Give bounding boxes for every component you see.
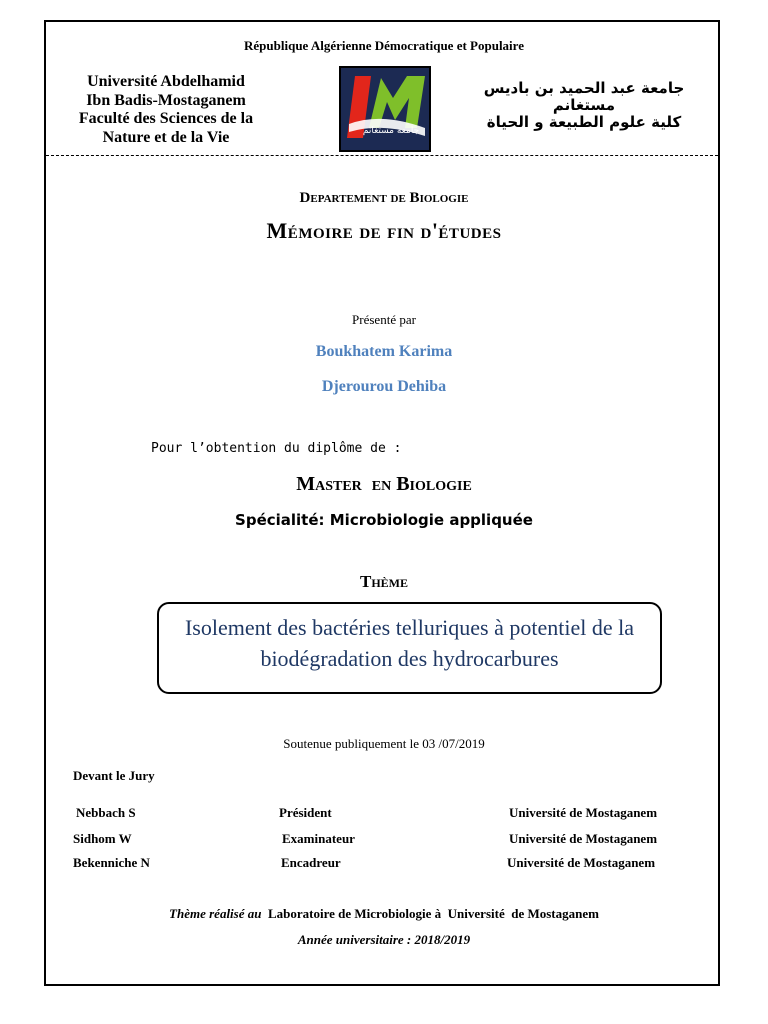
- jury-affiliation: Université de Mostaganem: [509, 831, 658, 846]
- degree-title: Master en Biologie: [296, 473, 472, 495]
- theme-label: Thème: [359, 572, 408, 591]
- university-fr-line: Ibn Badis-Mostaganem: [86, 91, 246, 109]
- realise-line: [0, 906, 768, 922]
- jury-role: Examinateur: [282, 831, 355, 846]
- university-logo: [339, 66, 431, 152]
- realise-place: Laboratoire de Microbiologie à Université de Mostaganem: [267, 906, 599, 921]
- presented-by: Présenté par: [352, 312, 416, 327]
- republic-heading: République Algérienne Démocratique et Populaire: [244, 38, 524, 53]
- jury-name: Bekenniche N: [73, 855, 150, 870]
- university-fr-line: Nature et de la Vie: [102, 128, 230, 146]
- academic-year: Année universitaire : 2018/2019: [297, 932, 471, 947]
- university-fr-line: Université Abdelhamid: [87, 73, 245, 90]
- theme-box: [157, 602, 662, 694]
- university-ar-line: جامعة عبد الحميد بن باديس: [483, 79, 685, 97]
- logo-lettering: جامعة مستغانم: [362, 126, 420, 136]
- jury-name: Nebbach S: [76, 805, 136, 820]
- department-title: Departement de Biologie: [299, 190, 469, 206]
- jury-affiliation: Université de Mostaganem: [509, 805, 658, 820]
- realise-label: Thème réalisé au: [169, 906, 262, 921]
- author-name: Boukhatem Karima: [315, 343, 453, 360]
- jury-name: Sidhom W: [73, 831, 132, 846]
- jury-label: Devant le Jury: [73, 768, 155, 783]
- diploma-intro: Pour l’obtention du diplôme de :: [151, 441, 402, 456]
- memoire-title: Mémoire de fin d'études: [266, 218, 502, 243]
- defense-date: Soutenue publiquement le 03 /07/2019: [283, 736, 485, 751]
- theme-title-line: biodégradation des hydrocarbures: [260, 646, 559, 671]
- university-ar-line: كلية علوم الطبيعة و الحياة: [486, 113, 682, 131]
- university-fr-line: Faculté des Sciences de la: [78, 110, 254, 127]
- theme-title-line: Isolement des bactéries telluriques à potentiel de la: [184, 615, 634, 640]
- university-name-ar: [470, 80, 698, 131]
- logo-graphic: [341, 68, 429, 150]
- header-divider: [46, 155, 718, 156]
- university-ar-line: مستغانم: [552, 96, 616, 114]
- jury-role: Président: [279, 805, 332, 820]
- university-name-fr: [56, 73, 276, 147]
- author-name: Djerourou Dehiba: [321, 378, 447, 395]
- jury-affiliation: Université de Mostaganem: [507, 855, 656, 870]
- jury-role: Encadreur: [281, 855, 341, 870]
- speciality: Spécialité: Microbiologie appliquée: [235, 511, 533, 529]
